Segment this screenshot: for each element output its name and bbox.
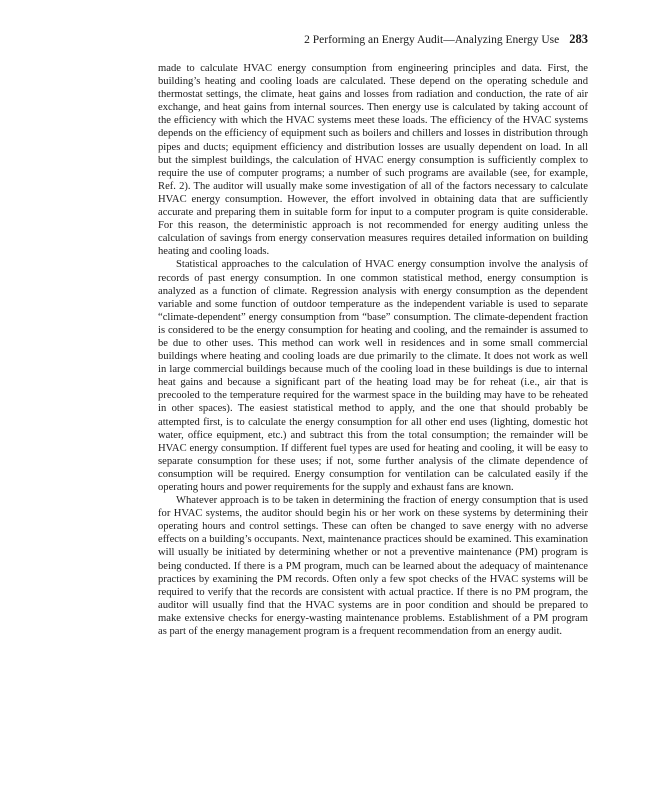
running-head <box>158 32 588 50</box>
paragraph-deterministic: made to calculate HVAC energy consumption from engineering principles and data. First, the building’s heating and cooling loads are calculated. These depend on the operating schedule and thermostat settings, the climate, heat gains and losses from radiation and conduction, the rate of air exchange, and heat gains from internal sources. Then energy use is calculated by taking account of the efficiency with which the HVAC systems meet these loads. The efficiency of the HVAC systems depends on the efficiency of equipment such as boilers and chillers and losses in distribution through pipes and ducts; equipment efficiency and distribution losses are usually dependent on load. In all but the simplest buildings, the calculation of HVAC energy consumption is sufficiently complex to require the use of computer programs; a number of such programs are available (see, for example, Ref. 2). The auditor will usually make some investigation of all of the factors necessary to calculate HVAC energy consumption. However, the effort involved in obtaining data that are sufficiently accurate and preparing them in suitable form for input to a computer program is quite considerable. For this reason, the deterministic approach is not recommended for energy auditing unless the calculation of savings from energy conservation measures requires detailed information on building heating and cooling loads. <box>158 63 588 258</box>
paragraph-maintenance: Whatever approach is to be taken in determining the fraction of energy consumption that is used for HVAC systems, the auditor should begin his or her work on these systems by determining their operating hours and control settings. These can often be changed to save energy with no adverse effects on a building’s occupants. Next, maintenance practices should be examined. This examination will usually be initiated by determining whether or not a preventive maintenance (PM) program is being conducted. If there is a PM program, much can be learned about the adequacy of maintenance practices by examining the PM records. Often only a few spot checks of the HVAC systems will be required to verify that the records are consistent with actual practice. If there is no PM program, the auditor will usually find that the HVAC systems are in poor condition and should be prepared to make extensive checks for energy-wasting maintenance problems. Establishment of a PM program as part of the energy management program is a frequent recommendation from an energy audit. <box>158 495 588 638</box>
body-text <box>158 62 588 638</box>
book-page <box>158 32 588 638</box>
page-number: 283 <box>569 32 588 46</box>
paragraph-statistical: Statistical approaches to the calculation of HVAC energy consumption involve the analysis of records of past energy consumption. In one common statistical method, energy consumption is analyzed as a function of climate. Regression analysis with energy consumption as the dependent variable and some function of outdoor temperature as the independent variable is used to separate “climate-dependent” energy consumption from “base” consumption. The climate-dependent fraction is considered to be the energy consumption for heating and cooling, and the remainder is assumed to be due to other uses. This method can work well in residences and in some small commercial buildings where heating and cooling loads are due primarily to the climate. It does not work as well in large commercial buildings because much of the cooling load in these buildings is due to internal heat gains and because a significant part of the heating load may be for reheat (i.e., air that is precooled to the temperature required for the warmest space in the building may have to be reheated in other spaces). The easiest statistical method to apply, and the one that should probably be attempted first, is to calculate the energy consumption for all other end uses (lighting, domestic hot water, office equipment, etc.) and subtract this from the total consumption; the remainder will be HVAC energy consumption. If different fuel types are used for heating and cooling, it will be easy to separate consumption for these uses; if not, some further analysis of the climate dependence of consumption will be required. Energy consumption for ventilation can be calculated easily if the operating hours and power requirements for the supply and exhaust fans are known. <box>158 259 588 493</box>
chapter-title: 2 Performing an Energy Audit—Analyzing Energy Use <box>304 34 560 46</box>
